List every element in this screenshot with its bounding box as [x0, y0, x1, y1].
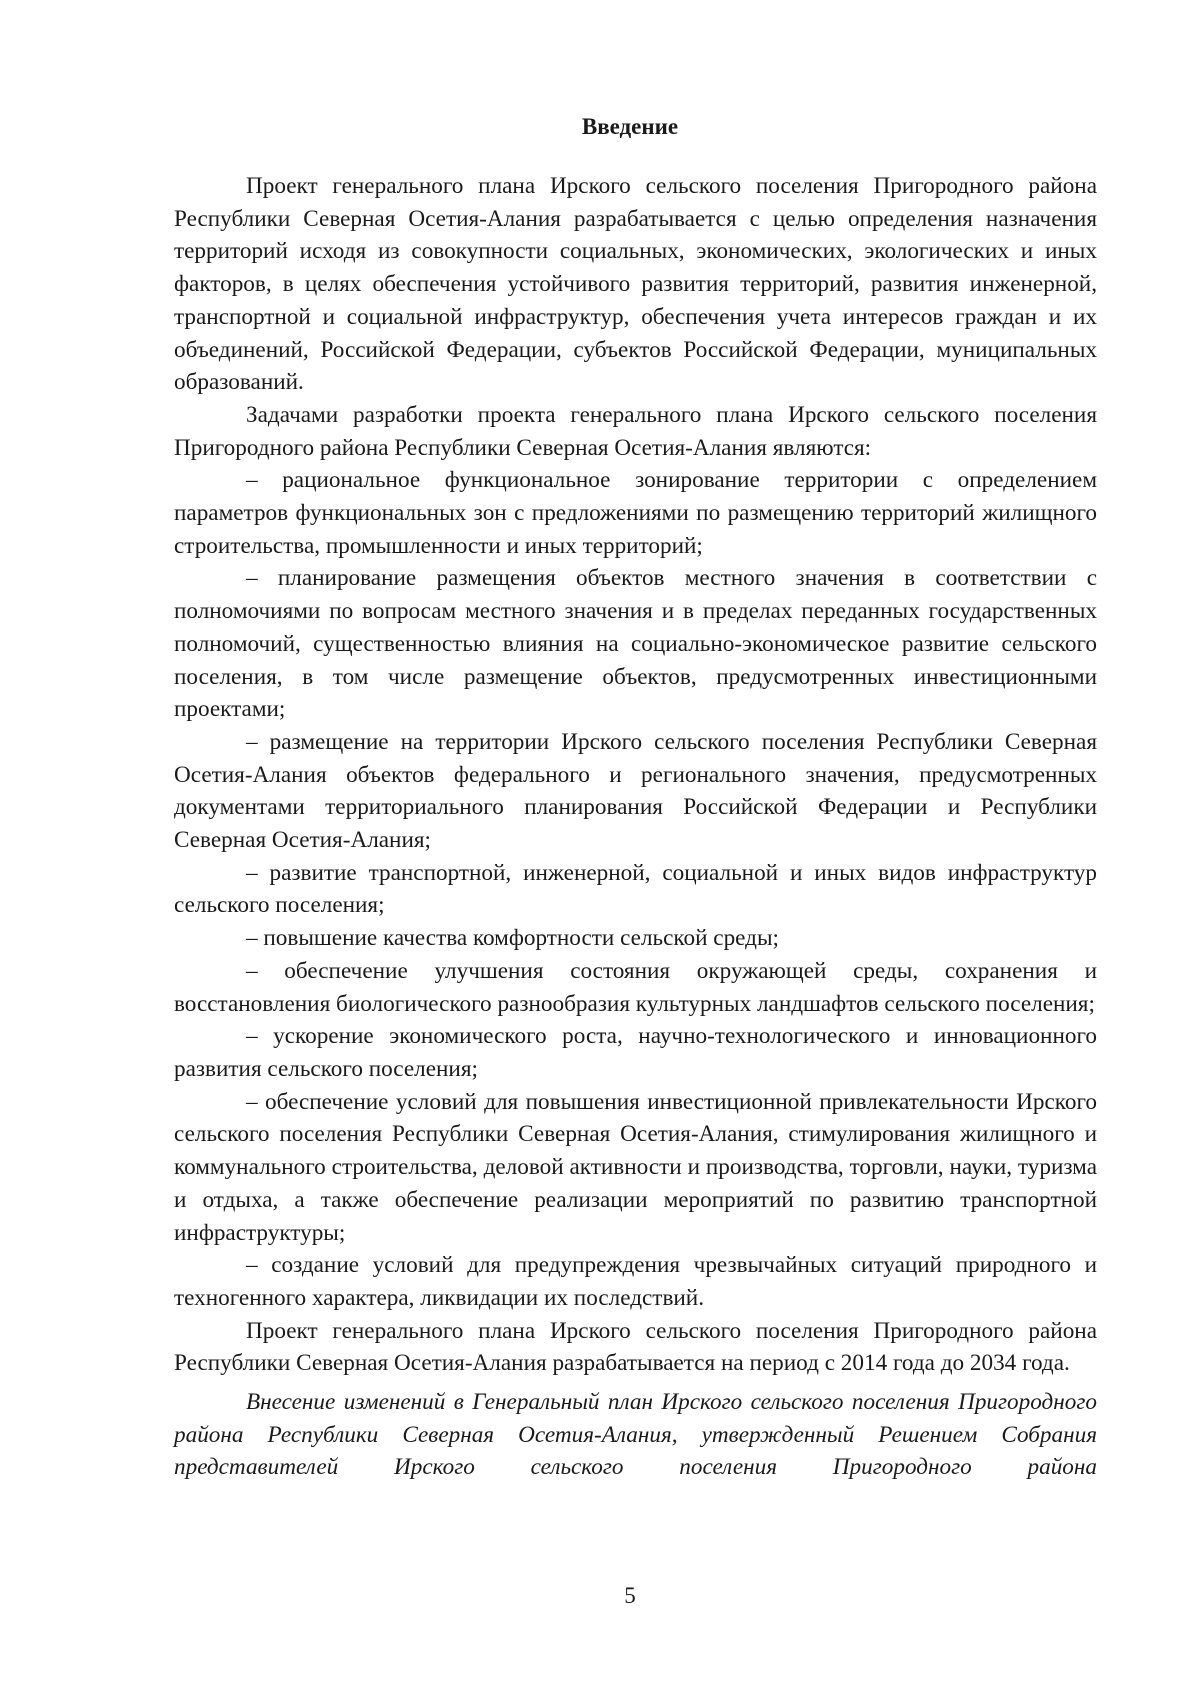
task-item-comfort: – повышение качества комфортности сельской среды;: [246, 925, 779, 952]
task-item-economic-growth: – ускорение экономического роста, научно-технологического и инновационного развития сельского поселения;: [174, 1023, 1097, 1082]
task-item-investment: – обеспечение условий для повышения инвестиционной привлекательности Ирского сельского поселения Республики Северная Осетия-Алания, стимулирования жилищного и коммунального строительства, деловой активности и производства, торговли, науки, туризма и отдыха, а также обеспечение реализации мероприятий по развитию транспортной инфраструктуры;: [174, 1088, 1097, 1246]
document-body: [174, 170, 1097, 1484]
section-title: Введение: [581, 114, 679, 139]
paragraph-purpose: Проект генерального плана Ирского сельского поселения Пригородного района Республики Северная Осетия-Алания разрабатывается с целью определения назначения территорий исходя из совокупности социальных, экономических, экологических и иных факторов, в целях обеспечения устойчивого развития территорий, развития инженерной, транспортной и социальной инфраструктур, обеспечения учета интересов граждан и их объединений, Российской Федерации, субъектов Российской Федерации, муниципальных образований.: [174, 173, 1097, 396]
paragraph-period: Проект генерального плана Ирского сельского поселения Пригородного района Республики Северная Осетия-Алания разрабатывается на период с 2014 года до 2034 года.: [174, 1317, 1097, 1377]
paragraph-amendments: Внесение изменений в Генеральный план Ирского сельского поселения Пригородного района Республики Северная Осетия-Алания, утвержденный Решением Собрания представителей Ирского сельского поселения Пригородного района: [174, 1389, 1097, 1481]
task-item-local-objects: – планирование размещения объектов местного значения в соответствии с полномочиями по вопросам местного значения и в пределах переданных государственных полномочий, существенностью влияния на социально-экономическое развитие сельского поселения, в том числе размещение объектов, предусмотренных инвестиционными проектами;: [174, 565, 1097, 723]
page-number: 5: [624, 1583, 636, 1608]
task-item-environment: – обеспечение улучшения состояния окружающей среды, сохранения и восстановления биологического разнообразия культурных ландшафтов сельского поселения;: [174, 957, 1097, 1017]
task-item-infrastructure: – развитие транспортной, инженерной, социальной и иных видов инфраструктур сельского поселения;: [174, 859, 1097, 919]
paragraph-tasks-intro: Задачами разработки проекта генерального плана Ирского сельского поселения Пригородного района Республики Северная Осетия-Алания являются:: [174, 401, 1097, 461]
task-item-zoning: – рациональное функциональное зонирование территории с определением параметров функциональных зон с предложениями по размещению территорий жилищного строительства, промышленности и иных территорий;: [174, 467, 1097, 559]
task-item-federal-objects: – размещение на территории Ирского сельского поселения Республики Северная Осетия-Алания объектов федерального и регионального значения, предусмотренных документами территориального планирования Российской Федерации и Республики Северная Осетия-Алания;: [174, 728, 1097, 854]
task-item-emergencies: – создание условий для предупреждения чрезвычайных ситуаций природного и техногенного характера, ликвидации их последствий.: [174, 1252, 1097, 1311]
